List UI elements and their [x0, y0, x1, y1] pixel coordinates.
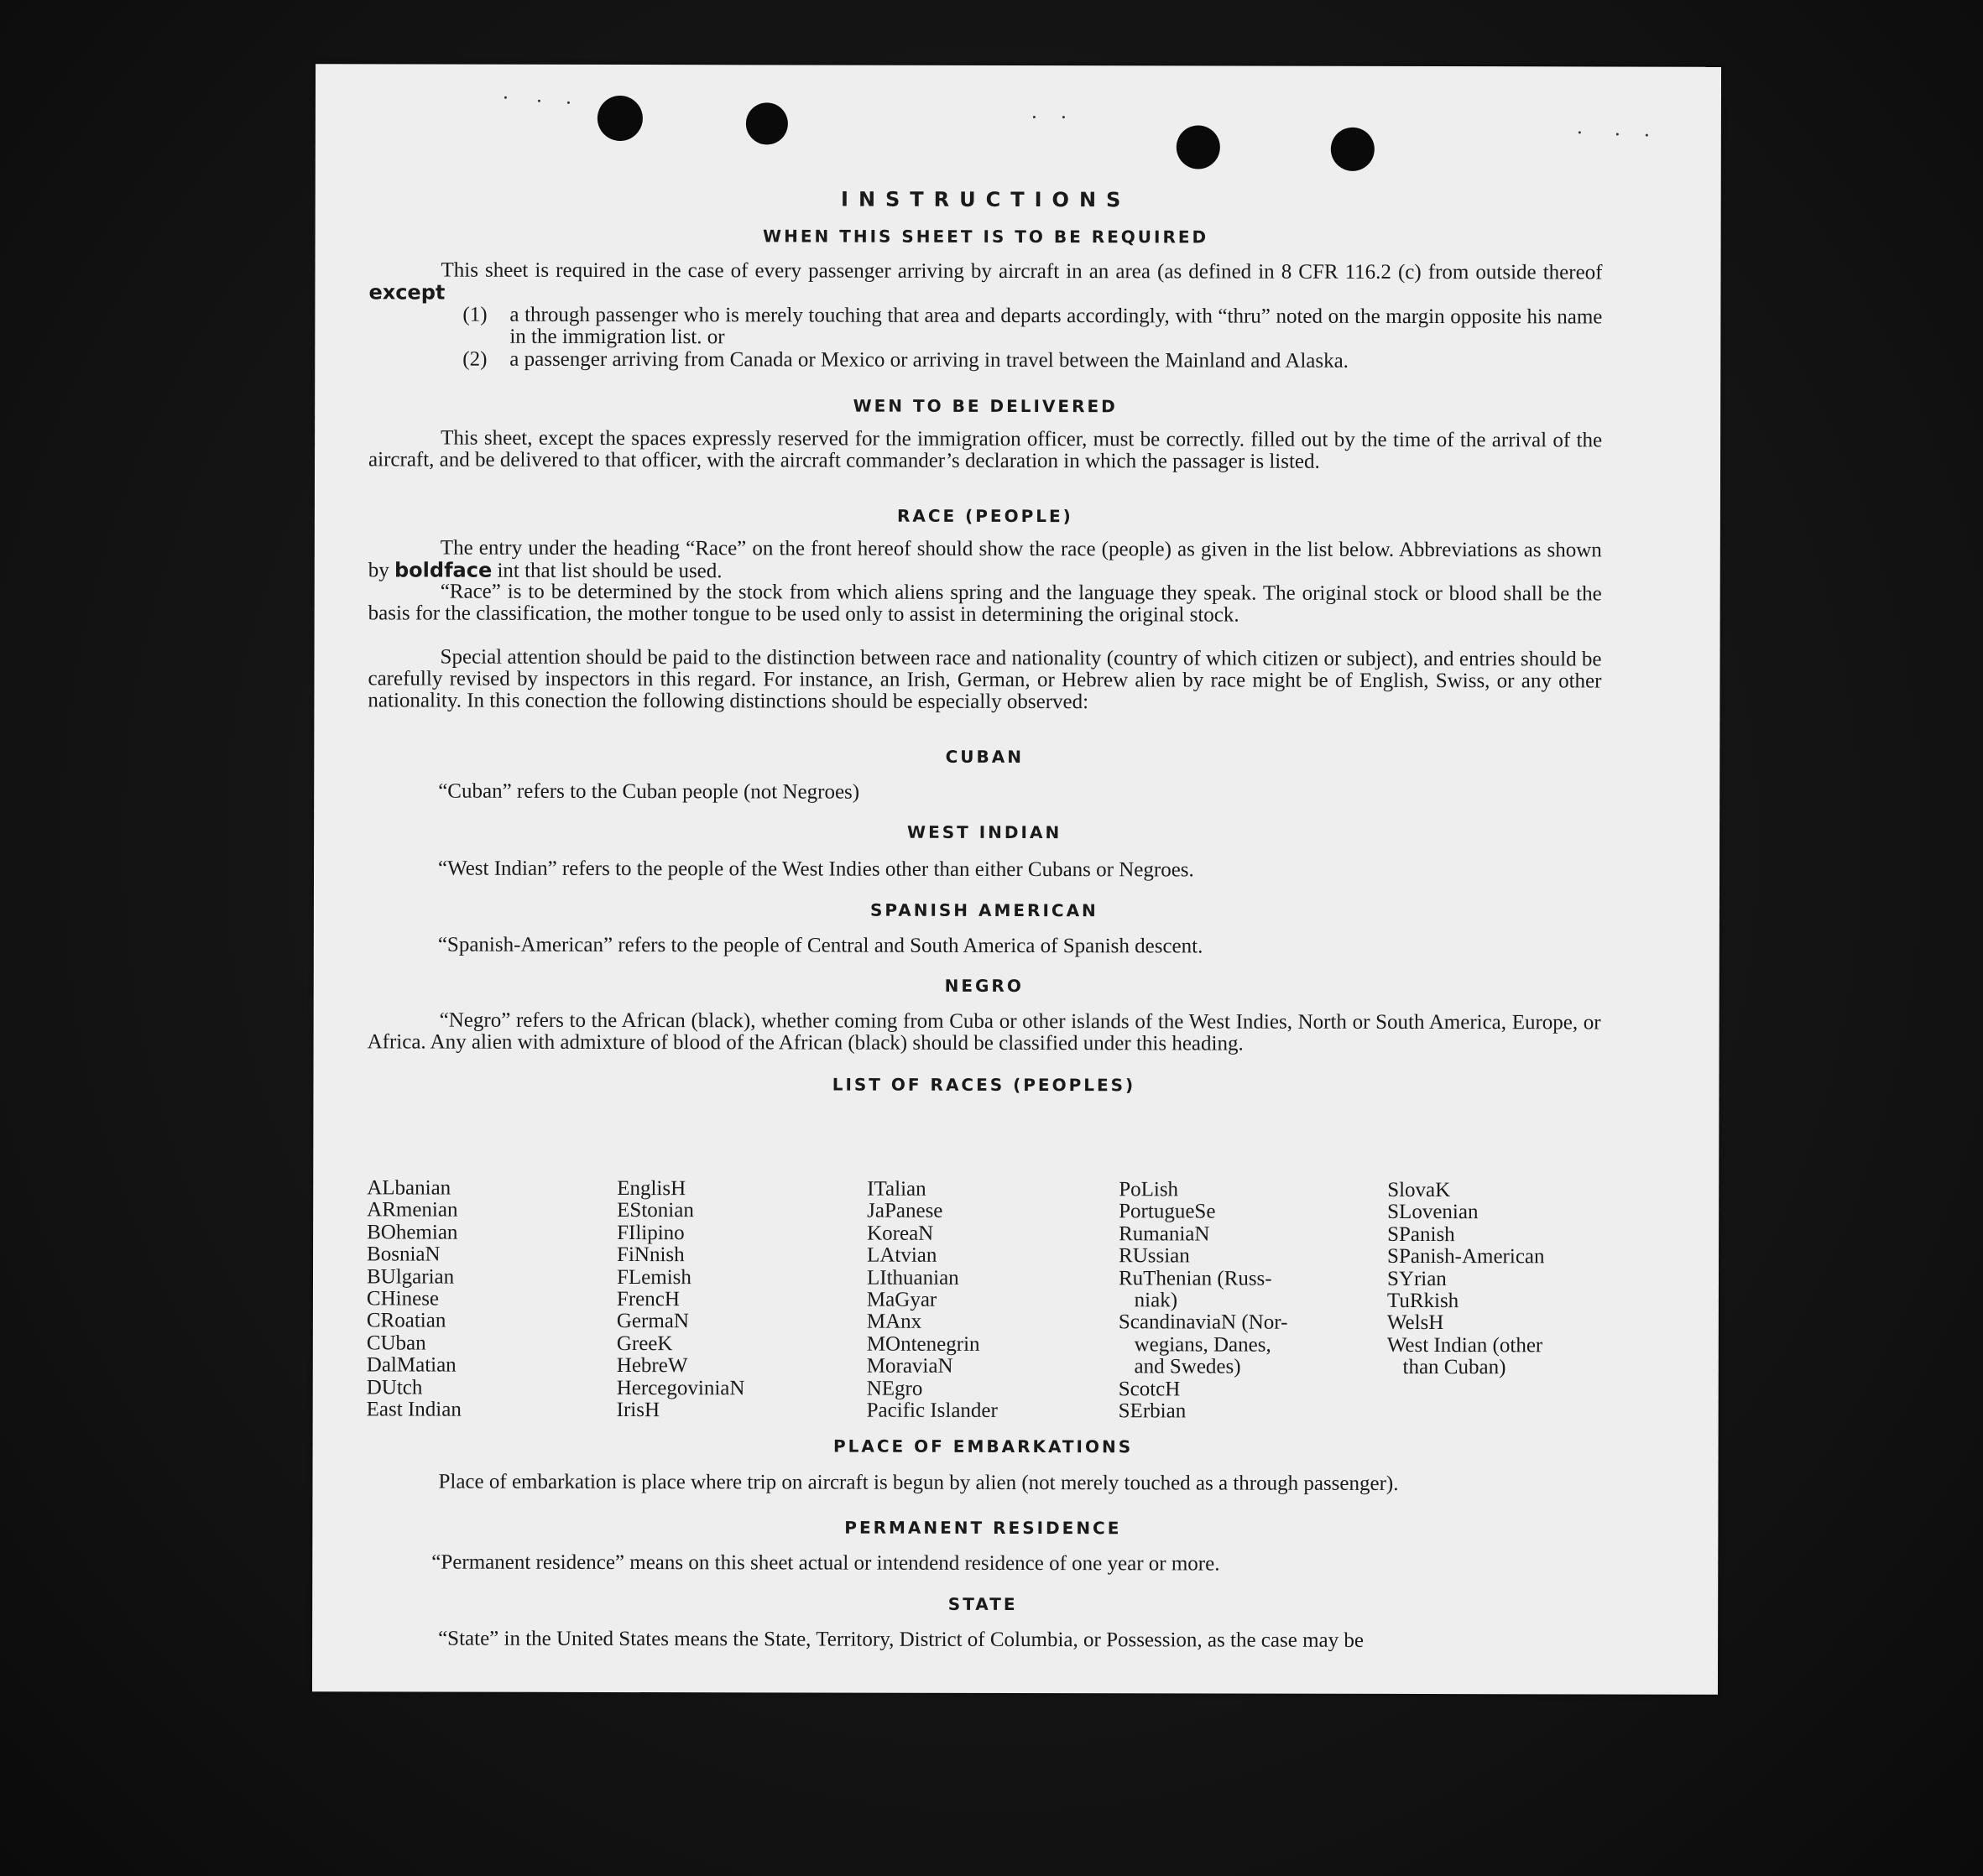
race-entry: ARmenian [367, 1198, 458, 1222]
race-entry: and Swedes) [1118, 1355, 1241, 1378]
race-entry: niak) [1118, 1289, 1178, 1312]
except-bold: except [368, 280, 446, 305]
race-entry: MAnx [866, 1311, 922, 1334]
race-entry: West Indian (other [1386, 1333, 1543, 1357]
scan-speck [538, 100, 540, 102]
race-entry: FrencH [616, 1288, 680, 1311]
cuban-text: “Cuban” refers to the Cuban people (not Negroes) [438, 779, 860, 804]
race-entry: GermaN [616, 1310, 690, 1333]
race-entry: FLemish [616, 1265, 691, 1289]
race-entry: SPanish-American [1387, 1245, 1545, 1269]
race-entry: ScandinaviaN (Nor- [1118, 1311, 1288, 1335]
paragraph-text: Special attention should be paid to the distinction between race and nationality (country of which citizen or subject), and entries should be carefully revised by inspectors in this regard. For instance, an Irish, German, or Hebrew alien by race might be of English, Swiss, or any other nationality. In this conection the following distinctions should be especially observed: [368, 645, 1602, 714]
race-entry: MOntenegrin [866, 1332, 980, 1356]
race-entry: HercegoviniaN [616, 1376, 745, 1399]
race-paragraph-3 [368, 646, 1601, 714]
race-entry: EStonian [617, 1199, 694, 1222]
list-item [462, 305, 1602, 351]
race-entry: RuThenian (Russ- [1118, 1266, 1272, 1290]
race-entry: BosniaN [367, 1243, 441, 1266]
paragraph-text: “Negro” refers to the African (black), whether coming from Cuba or other islands of the West Indies, North or South America, Europe, or Africa. Any alien with admixture of blood of the African (black) should be classified under this heading. [367, 1008, 1601, 1055]
section-heading-when-required: WHEN THIS SHEET IS TO BE REQUIRED [763, 226, 1209, 248]
race-entry: SPanish [1387, 1222, 1455, 1246]
item-text: a passenger arriving from Canada or Mexico or arriving in travel between the Mainland and Alaska. [509, 347, 1349, 373]
race-paragraph-2 [368, 581, 1602, 627]
race-entry: BUlgarian [366, 1265, 455, 1289]
race-entry: LIthuanian [866, 1266, 959, 1290]
section-heading-when-delivered: WEN TO BE DELIVERED [853, 395, 1118, 417]
scan-speck [1033, 116, 1036, 118]
race-entry: CUban [366, 1331, 426, 1355]
section-heading-cuban: CUBAN [945, 746, 1025, 768]
race-entry: DUtch [366, 1376, 423, 1399]
when-required-intro [368, 259, 1602, 306]
race-column [1387, 1180, 1545, 1379]
section-heading-west-indian: WEST INDIAN [906, 821, 1062, 843]
race-entry: GreeK [616, 1331, 673, 1355]
race-entry: wegians, Danes, [1118, 1333, 1271, 1357]
scan-speck [1062, 116, 1065, 118]
paragraph-text: This sheet, except the spaces expressly reserved for the immigration officer, must be correctly. filled out by the time of the arrival of the aircraft, and be delivered to that officer, with the aircraft commander’s declaration in which the passager is listed. [368, 426, 1603, 473]
race-entry: FIlipino [617, 1221, 685, 1244]
race-entry: SErbian [1118, 1399, 1187, 1423]
section-heading-spanish-american: SPANISH AMERICAN [870, 899, 1098, 921]
race-entry: CHinese [366, 1287, 440, 1311]
punch-hole [1331, 128, 1375, 171]
race-entry: ITalian [867, 1177, 926, 1201]
race-entry: RumaniaN [1119, 1222, 1210, 1246]
race-entry: TuRkish [1386, 1289, 1459, 1313]
race-entry: WelsH [1386, 1311, 1444, 1335]
document-title: INSTRUCTIONS [840, 187, 1131, 212]
race-column [1119, 1179, 1288, 1423]
paragraph-text: int that list should be used. [497, 559, 723, 583]
west-indian-text: “West Indian” refers to the people of the West Indies other than either Cubans or Negroes. [437, 857, 1194, 882]
section-heading-embarkation: PLACE OF EMBARKATIONS [832, 1436, 1134, 1457]
race-entry: RUssian [1119, 1244, 1190, 1268]
boldface-bold: boldface [394, 558, 493, 582]
race-entry: ALbanian [367, 1176, 451, 1200]
state-text [366, 1628, 1599, 1652]
item-text: a through passenger who is merely touching that area and departs accordingly, with “thru” noted on the margin opposite his name in the immigration list. or [509, 303, 1603, 349]
race-entry: SLovenian [1387, 1201, 1479, 1224]
race-entry: than Cuban) [1386, 1356, 1506, 1379]
embarkation-text [366, 1471, 1599, 1495]
race-entry: Pacific Islander [866, 1399, 998, 1423]
section-heading-negro: NEGRO [944, 975, 1024, 997]
race-entry: SlovaK [1387, 1178, 1451, 1202]
scan-speck [1579, 131, 1581, 133]
race-entry: DalMatian [366, 1353, 457, 1377]
item-number: (2) [462, 347, 488, 371]
race-column [867, 1179, 999, 1423]
race-entry: ScotcH [1118, 1377, 1181, 1401]
intro-text: This sheet is required in the case of every passenger arriving by aircraft in an area (as defined in 8 CFR 116.2 (c) from outside thereof [441, 258, 1603, 284]
race-entry: FiNnish [617, 1243, 685, 1267]
scan-speck [1616, 133, 1619, 135]
paragraph-text: Place of embarkation is place where trip on aircraft is begun by alien (not merely touched as a through passenger). [438, 1470, 1399, 1495]
race-entry: East Indian [366, 1398, 462, 1421]
race-entry: KoreaN [867, 1222, 934, 1245]
race-entry: JaPanese [867, 1200, 943, 1223]
scan-speck [567, 102, 570, 104]
race-entry: PoLish [1119, 1178, 1179, 1201]
section-heading-residence: PERMANENT RESIDENCE [844, 1517, 1122, 1539]
race-column [617, 1178, 745, 1422]
race-entry: LAtvian [867, 1243, 937, 1268]
paragraph-text: The entry under the heading “Race” on the front hereof should show the race (people) as given in the list below. Abbreviations as shown by [368, 536, 1602, 582]
spanish-american-text: “Spanish-American” refers to the people of Central and South America of Spanish descent. [437, 933, 1203, 958]
race-entry: EnglisH [617, 1177, 686, 1201]
list-item [462, 349, 1602, 373]
race-entry: MoraviaN [866, 1354, 953, 1378]
punch-hole [1177, 125, 1220, 169]
race-column [367, 1177, 462, 1421]
race-entry: HebreW [616, 1354, 688, 1378]
race-entry: IrisH [616, 1399, 660, 1422]
scan-speck [504, 96, 507, 99]
residence-text: “Permanent residence” means on this sheet actual or intendend residence of one year or more. [431, 1550, 1220, 1576]
paragraph-text: “State” in the United States means the State, Territory, District of Columbia, or Possession, as the case may be [438, 1627, 1365, 1652]
section-heading-list-of-races: LIST OF RACES (PEOPLES) [832, 1074, 1136, 1096]
race-entry: SYrian [1386, 1267, 1447, 1290]
negro-text [368, 1009, 1601, 1055]
scan-speck [1646, 134, 1648, 137]
item-number: (1) [462, 303, 488, 326]
section-heading-race: RACE (PEOPLE) [896, 505, 1073, 527]
section-heading-state: STATE [947, 1593, 1018, 1615]
race-entry: NEgro [866, 1377, 923, 1400]
document-page [312, 64, 1721, 1695]
when-delivered-text [368, 427, 1602, 473]
race-entry: PortugueSe [1119, 1200, 1216, 1223]
race-entry: CRoatian [366, 1309, 446, 1333]
punch-hole [746, 102, 788, 144]
race-entry: BOhemian [367, 1221, 458, 1244]
paragraph-text: “Race” is to be determined by the stock from which aliens spring and the language they speak. The original stock or blood shall be the basis for the classification, the mother tongue to be used only to assist in determining the original stock. [368, 580, 1602, 627]
race-entry: MaGyar [866, 1288, 937, 1311]
punch-hole [598, 96, 643, 141]
race-paragraph-1 [368, 537, 1602, 584]
